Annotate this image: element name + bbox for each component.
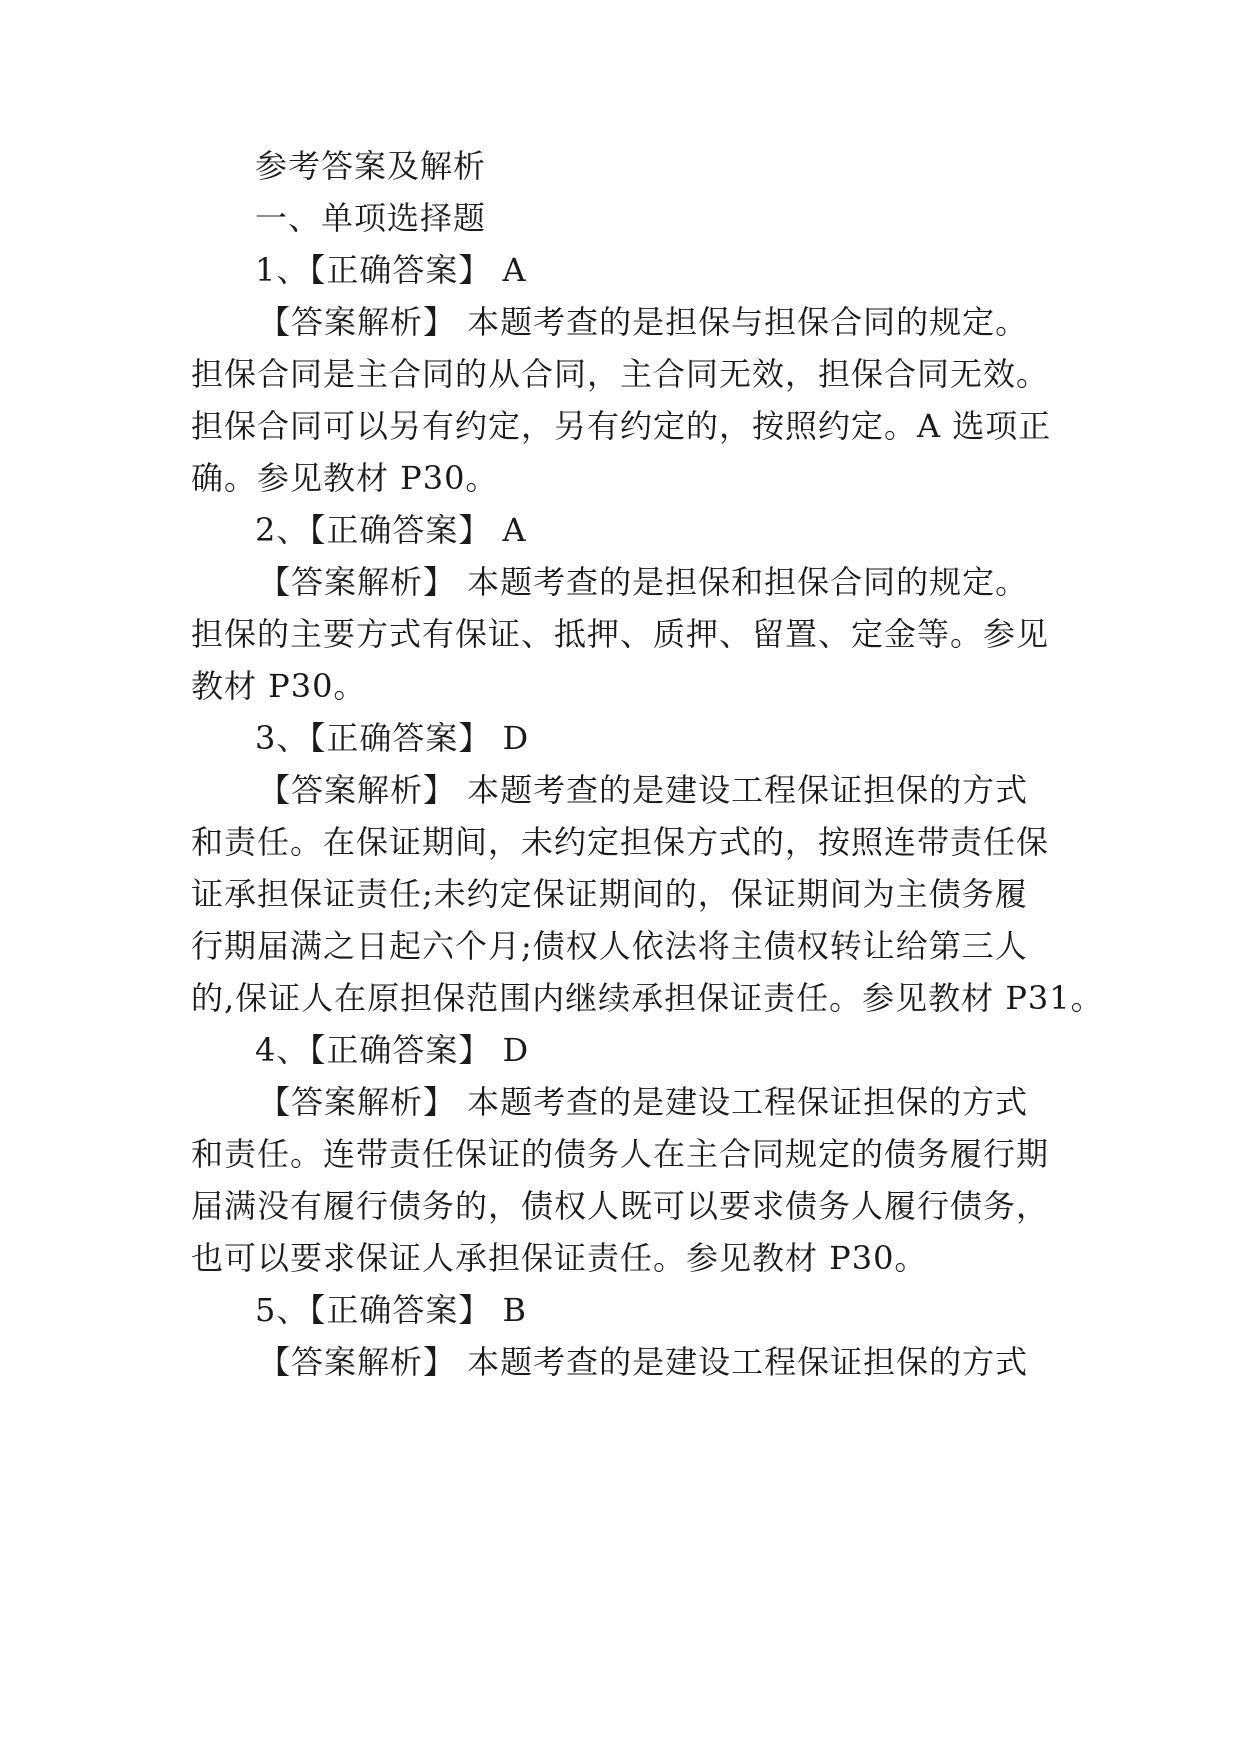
explanation-line: 确。参见教材 P30。 [191,459,499,497]
explanation-line: 担保合同是主合同的从合同，主合同无效，担保合同无效。 [191,355,1050,393]
explanation-line: 和责任。在保证期间，未约定担保方式的，按照连带责任保 [191,823,1050,861]
explanation-line: 也可以要求保证人承担保证责任。参见教材 P30。 [191,1239,928,1277]
explanation-line: 担保合同可以另有约定，另有约定的，按照约定。A 选项正 [191,407,1052,445]
answer-line: 4、【正确答案】 D [255,1031,530,1069]
explanation-line: 教材 P30。 [191,667,367,705]
section-title: 一、单项选择题 [255,199,487,237]
explanation-line: 的,保证人在原担保范围内继续承担保证责任。参见教材 P31。 [191,979,1104,1017]
explanation-line: 【答案解析】 本题考查的是建设工程保证担保的方式 [258,771,1029,809]
explanation-line: 和责任。连带责任保证的债务人在主合同规定的债务履行期 [191,1135,1050,1173]
explanation-line: 担保的主要方式有保证、抵押、质押、留置、定金等。参见 [191,615,1050,653]
explanation-line: 证承担保证责任;未约定保证期间的，保证期间为主债务履 [191,875,1028,913]
answer-line: 5、【正确答案】 B [255,1291,528,1329]
answer-line: 2、【正确答案】 A [255,511,527,549]
explanation-line: 届满没有履行债务的，债权人既可以要求债务人履行债务， [191,1187,1050,1225]
explanation-line: 【答案解析】 本题考查的是担保与担保合同的规定。 [258,303,1029,341]
explanation-line: 【答案解析】 本题考查的是建设工程保证担保的方式 [258,1083,1029,1121]
answer-line: 1、【正确答案】 A [255,251,527,289]
answer-line: 3、【正确答案】 D [255,719,530,757]
document-heading: 参考答案及解析 [255,147,487,185]
explanation-line: 【答案解析】 本题考查的是担保和担保合同的规定。 [258,563,1029,601]
explanation-line: 【答案解析】 本题考查的是建设工程保证担保的方式 [258,1343,1029,1381]
explanation-line: 行期届满之日起六个月;债权人依法将主债权转让给第三人 [191,927,1028,965]
